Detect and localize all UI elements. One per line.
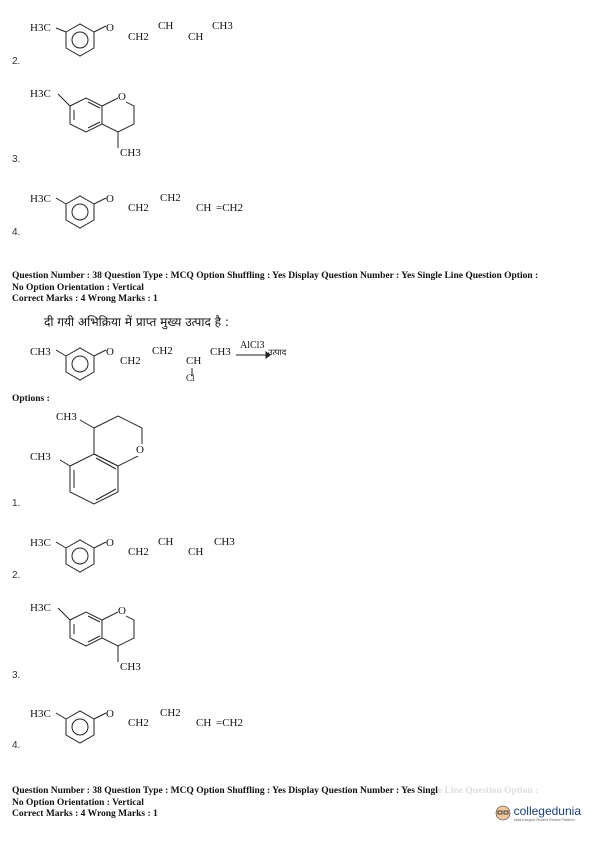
top-option-3-number: 3. bbox=[12, 154, 21, 165]
oxygen-label: O bbox=[106, 22, 114, 34]
oxygen-label: O bbox=[136, 444, 144, 456]
footer-meta-line2: No Option Orientation : Vertical bbox=[12, 797, 144, 808]
footer-meta bbox=[12, 786, 538, 821]
question-meta bbox=[12, 271, 538, 306]
top-option-4-number: 4. bbox=[12, 227, 21, 238]
option-4-number: 4. bbox=[12, 740, 21, 751]
reagent-label: AlCl3 bbox=[240, 340, 265, 351]
footer-meta-line1: Question Number : 38 Question Type : MCQ Option Shuffling : Yes Display Question Number : Yes Single Line Question Option : bbox=[12, 786, 539, 796]
logo-name: collegedunia bbox=[513, 804, 581, 818]
ch-label: CH bbox=[196, 202, 212, 214]
ch3-label: CH3 bbox=[30, 346, 51, 358]
oxygen-label: O bbox=[106, 193, 114, 205]
ch2-label: CH2 bbox=[128, 546, 149, 558]
option-1-number: 1. bbox=[12, 498, 21, 509]
chlorine-label: Cl bbox=[186, 373, 195, 383]
question-meta-line1: Question Number : 38 Question Type : MCQ Option Shuffling : Yes Display Question Number : Yes Single Line Question Option : bbox=[12, 271, 539, 281]
chroman-ring bbox=[58, 600, 158, 670]
chroman-ring bbox=[58, 86, 158, 156]
h3c-label: H3C bbox=[30, 22, 51, 34]
ch-label-2: CH bbox=[188, 546, 204, 558]
oxygen-label: O bbox=[118, 91, 126, 103]
logo-avatar-icon bbox=[495, 805, 511, 821]
oxygen-label: O bbox=[106, 708, 114, 720]
ch3-label: CH3 bbox=[56, 411, 77, 423]
oxygen-label: O bbox=[106, 537, 114, 549]
ch-label-2: CH bbox=[188, 31, 204, 43]
reaction-arrow-icon bbox=[236, 352, 270, 358]
footer-marks: Correct Marks : 4 Wrong Marks : 1 bbox=[12, 809, 158, 819]
option-2-number: 2. bbox=[12, 570, 21, 581]
top-option-2-number: 2. bbox=[12, 56, 21, 67]
ch2-label: CH2 bbox=[120, 355, 141, 367]
ch-label: CH bbox=[186, 355, 202, 367]
oxygen-label: O bbox=[118, 605, 126, 617]
collegedunia-logo bbox=[495, 804, 581, 822]
ch3-label-2: CH3 bbox=[210, 346, 231, 358]
oxygen-label: O bbox=[106, 346, 114, 358]
h3c-label: H3C bbox=[30, 537, 51, 549]
ch2-label: CH2 bbox=[128, 202, 149, 214]
ch3-label: CH3 bbox=[214, 536, 235, 548]
ch3-label: CH3 bbox=[120, 661, 141, 673]
question-meta-line2: No Option Orientation : Vertical bbox=[12, 282, 144, 293]
ch3-label: CH3 bbox=[212, 20, 233, 32]
options-label: Options : bbox=[12, 394, 50, 404]
ch2-label-2: CH2 bbox=[160, 707, 181, 719]
product-word: उत्पाद bbox=[268, 348, 287, 358]
option-3-number: 3. bbox=[12, 670, 21, 681]
h3c-label: H3C bbox=[30, 602, 51, 614]
ch2-label: CH2 bbox=[128, 31, 149, 43]
fused-ring-system bbox=[60, 416, 170, 506]
h3c-label: H3C bbox=[30, 88, 51, 100]
ch2-label-3: =CH2 bbox=[216, 202, 243, 214]
ch2-label: CH2 bbox=[128, 717, 149, 729]
ch3-label: CH3 bbox=[120, 147, 141, 159]
ch2-label-3: =CH2 bbox=[216, 717, 243, 729]
ch2-label-2: CH2 bbox=[160, 192, 181, 204]
h3c-label: H3C bbox=[30, 708, 51, 720]
question-marks: Correct Marks : 4 Wrong Marks : 1 bbox=[12, 294, 158, 304]
ch3-label-2: CH3 bbox=[30, 451, 51, 463]
ch-label: CH bbox=[158, 536, 174, 548]
question-text: दी गयी अभिक्रिया में प्राप्त मुख्य उत्पाद है : bbox=[44, 315, 229, 329]
logo-tagline: India's largest Student Review Platform bbox=[513, 818, 575, 822]
ch-label: CH bbox=[158, 20, 174, 32]
h3c-label: H3C bbox=[30, 193, 51, 205]
ch2-label-2: CH2 bbox=[152, 345, 173, 357]
ch-label: CH bbox=[196, 717, 212, 729]
